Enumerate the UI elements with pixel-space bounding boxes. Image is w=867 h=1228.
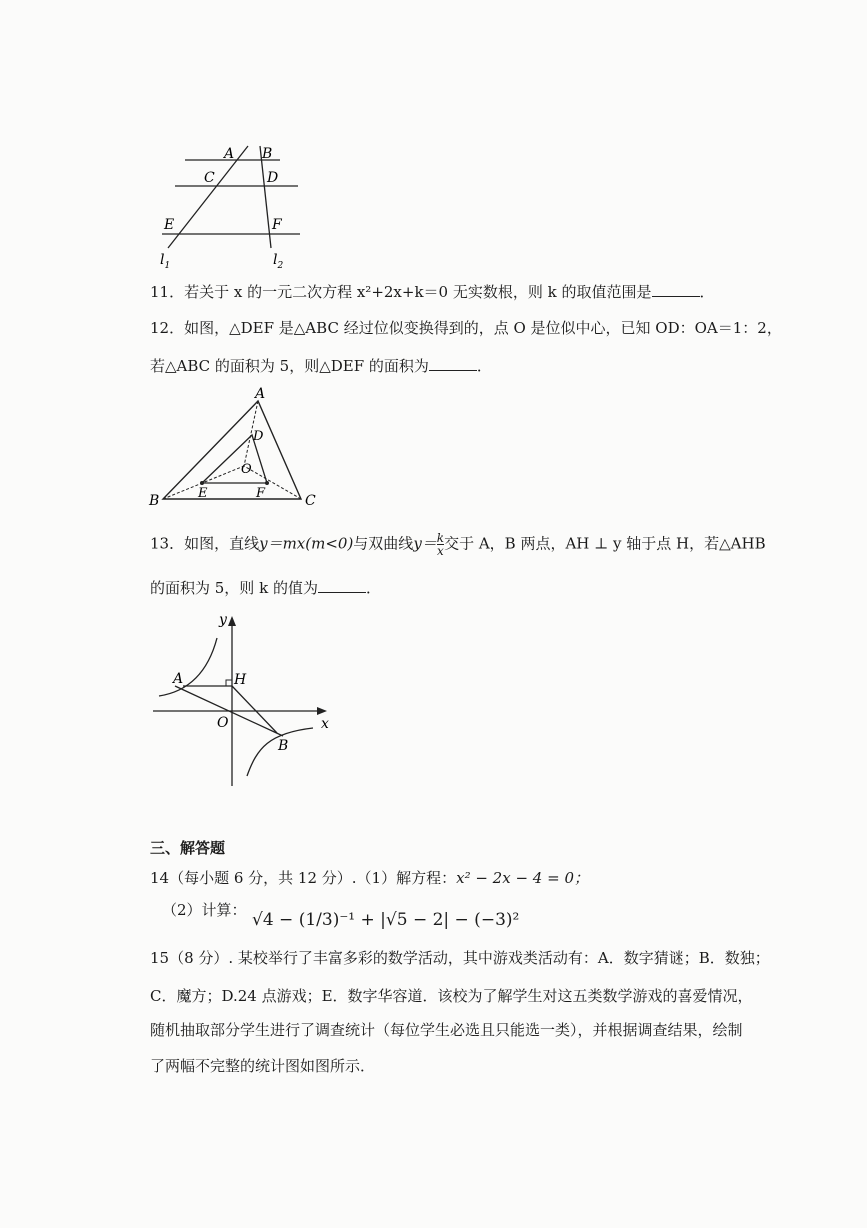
question-15-line-4 xyxy=(150,1056,375,1076)
quadratic-equation: x² − 2x − 4 = 0； xyxy=(456,869,589,887)
question-12-line-2 xyxy=(150,356,492,376)
point-label-O: O xyxy=(241,462,252,477)
point-label-F: F xyxy=(256,486,266,501)
point-label-D: D xyxy=(267,170,279,186)
x-axis-arrow xyxy=(317,707,327,715)
point-label-F: F xyxy=(272,217,282,233)
hyperbola-graph-figure xyxy=(145,608,345,793)
point-label-E: E xyxy=(198,486,208,501)
fraction-denominator: x xyxy=(437,544,444,558)
question-13-text-4: 的面积为 5，则 k 的值为 xyxy=(150,579,318,597)
point-label-E: E xyxy=(164,217,175,233)
line-label-l2: $l_2$ xyxy=(273,252,284,271)
question-14-text-2: （2）计算： xyxy=(162,901,247,919)
answer-blank-12[interactable] xyxy=(429,356,477,371)
question-13-period: ． xyxy=(365,579,381,597)
hyperbola-equation-lhs: y＝ xyxy=(413,534,437,553)
question-13-line-2 xyxy=(150,578,381,598)
question-14-text-1: 14（每小题 6 分，共 12 分）.（1）解方程： xyxy=(150,869,457,887)
section-title xyxy=(150,838,225,858)
point-label-B: B xyxy=(278,738,289,754)
y-axis-arrow xyxy=(228,616,236,626)
question-15-line-1 xyxy=(150,948,770,968)
point-label-A: A xyxy=(255,386,266,402)
triangle-ABC xyxy=(163,401,301,499)
axis-label-y: y xyxy=(219,612,227,628)
question-12-line-1 xyxy=(150,318,782,338)
question-14-formula xyxy=(252,910,519,930)
point-label-H: H xyxy=(234,672,247,688)
question-13-text-2: 与双曲线 xyxy=(353,534,414,553)
question-15-text-3: 随机抽取部分学生进行了调查统计（每位学生必选且只能选一类），并根据调查结果，绘制 xyxy=(150,1021,743,1039)
line-label-l1: $l_1$ xyxy=(160,252,171,271)
parallel-lines-figure xyxy=(150,140,320,275)
question-13-text-3: 交于 A，B 两点，AH ⊥ y 轴于点 H，若△AHB xyxy=(444,534,766,553)
question-14-line-1 xyxy=(150,868,589,888)
question-11-period: ． xyxy=(699,283,715,301)
transversal-l1 xyxy=(168,146,248,248)
point-label-O: O xyxy=(217,715,229,731)
hyperbola-fraction xyxy=(437,532,444,557)
question-12-text-1: 12．如图，△DEF 是△ABC 经过位似变换得到的，点 O 是位似中心，已知 OD：OA＝1：2， xyxy=(150,319,782,337)
question-11-text: 11．若关于 x 的一元二次方程 x²+2x+k＝0 无实数根，则 k 的取值范围是 xyxy=(150,283,652,301)
question-15-text-1: 15（8 分）. 某校举行了丰富多彩的数学活动，其中游戏类活动有：A．数字猜谜；B．数独； xyxy=(150,949,770,967)
homothety-triangles-figure xyxy=(145,385,325,510)
question-11 xyxy=(150,282,715,302)
question-15-text-2: C．魔方；D.24 点游戏；E．数字华容道．该校为了解学生对这五类数学游戏的喜爱情况， xyxy=(150,987,753,1005)
question-15-line-3 xyxy=(150,1020,743,1040)
fraction-numerator: k xyxy=(436,531,445,545)
point-label-D: D xyxy=(253,429,264,444)
question-12-period: ． xyxy=(476,357,492,375)
answer-blank-11[interactable] xyxy=(652,282,700,297)
line-equation: y＝mx(m<0) xyxy=(259,534,354,553)
calculation-expression: √4 − (1/3)⁻¹ + |√5 − 2| − (−3)² xyxy=(252,910,520,930)
point-label-A: A xyxy=(224,146,235,162)
question-13-text-1: 13．如图，直线 xyxy=(150,534,260,553)
question-14-line-2 xyxy=(162,900,247,920)
segment-HB xyxy=(232,686,277,733)
point-label-A: A xyxy=(173,671,184,687)
section-title-text: 三、解答题 xyxy=(150,839,226,857)
question-15-text-4: 了两幅不完整的统计图如图所示． xyxy=(150,1057,376,1075)
point-label-C: C xyxy=(204,170,215,186)
answer-blank-13[interactable] xyxy=(318,578,366,593)
point-label-C: C xyxy=(305,493,316,509)
question-15-line-2 xyxy=(150,986,753,1006)
point-F-dot xyxy=(265,481,269,485)
point-E-dot xyxy=(200,481,204,485)
question-13-line-1 xyxy=(150,532,766,557)
question-12-text-2: 若△ABC 的面积为 5，则△DEF 的面积为 xyxy=(150,357,429,375)
hyperbola-branch-upper-left xyxy=(159,638,217,696)
point-label-B: B xyxy=(149,493,160,509)
axis-label-x: x xyxy=(321,716,329,732)
right-angle-mark xyxy=(226,680,232,686)
point-label-B: B xyxy=(262,146,273,162)
